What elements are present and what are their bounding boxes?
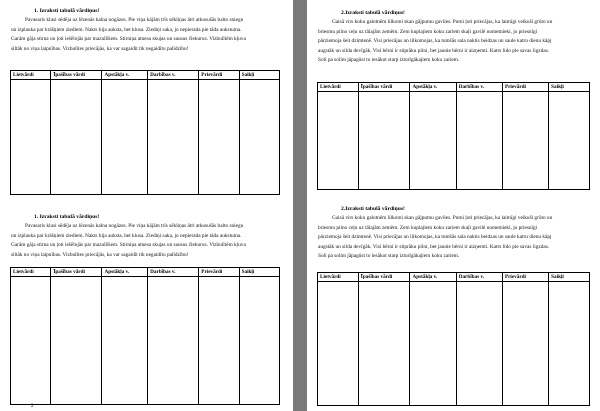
paragraph-line: augstāk un silda devīgāk. Visi bērni ir stiprāku pilni, bet jaunie bērni ir aizņemti. Katrs lido pie savas ligzdas.	[318, 47, 550, 54]
table-cell[interactable]	[148, 277, 199, 405]
table-cell[interactable]	[549, 92, 590, 190]
header-adverbs: Apstākļa v.	[410, 83, 456, 92]
word-table	[317, 82, 590, 190]
exercise-paragraph	[11, 222, 281, 260]
table-cell[interactable]	[456, 92, 502, 190]
paragraph-line: siltāk no viņa laipnības. Vizbulītes priecājās, ka var sagaidīt tik negaidītu palīdzību!	[11, 45, 189, 52]
table-cell[interactable]	[502, 92, 548, 190]
header-verbs: Darbības v.	[456, 273, 502, 282]
word-table	[10, 70, 280, 195]
paragraph-line: pārziemoja šeit dzimtenē. Visi priecājas un lilkomojas, ka tumšās sala naktis beidzas un saule katru dienu kāpj	[318, 234, 552, 241]
header-conjunctions: Saikļi	[549, 83, 590, 92]
table-cell[interactable]	[11, 80, 51, 195]
table-row	[318, 92, 590, 190]
table-header-row	[11, 71, 280, 80]
header-adjectives: Īpašības vārdi	[51, 268, 102, 277]
table-header-row	[11, 268, 280, 277]
paragraph-line: Garām gāja stirna un ļoti iešēlojās par mazulīšiem. Stirniņa atnesa skujas un sausus čiekurus. Vizbulītēm kļuva	[11, 242, 246, 249]
document-page-left	[0, 0, 293, 411]
table-cell[interactable]	[11, 277, 51, 405]
table-cell[interactable]	[318, 282, 359, 406]
table-cell[interactable]	[199, 277, 239, 405]
header-prepositions: Prievārdi	[502, 83, 548, 92]
header-verbs: Darbības v.	[148, 71, 199, 80]
header-adjectives: Īpašības vārdi	[51, 71, 102, 80]
table-cell[interactable]	[239, 80, 279, 195]
paragraph-line: un izplauka par krāšņiem ziediem. Nakts bija auksta, bet klusa. Ziediņi saka, jo nepierada pie tāda aukstuma.	[11, 26, 242, 33]
table-header-row	[318, 273, 590, 282]
table-cell[interactable]	[358, 92, 410, 190]
table-cell[interactable]	[410, 282, 456, 406]
paragraph-line: Pavasaris klusi sēdēja uz lēzenās kalna nogāzes. Pie viņa kājām trīs sēkliņas ātri atkusušās balto sniegu	[25, 223, 244, 229]
table-cell[interactable]	[51, 80, 102, 195]
header-conjunctions: Saikļi	[549, 273, 590, 282]
table-cell[interactable]	[410, 92, 456, 190]
paragraph-line: briesmu pilno ceļu uz tālajām zemēm. Zem kuplajiem koku zariem skaļi gavilē nometnieki, jo priesnīgi	[318, 28, 538, 35]
paragraph-line: briesmu pilno ceļu uz tālajām zemēm. Zem kuplajiem koku zariem skaļi gavilē nometnieki, jo priesnīgi	[318, 224, 538, 231]
exercise-paragraph	[11, 16, 281, 54]
header-adverbs: Apstākļa v.	[102, 268, 148, 277]
paragraph-line: Pavasaris klusi sēdēja uz lēzenās kalna nogāzes. Pie viņa kājām trīs sēkliņas ātri atkusušās balto sniegu	[25, 17, 244, 23]
header-adjectives: Īpašības vārdi	[358, 83, 410, 92]
header-prepositions: Prievārdi	[502, 273, 548, 282]
table-cell[interactable]	[199, 80, 239, 195]
table-row	[11, 80, 280, 195]
table-cell[interactable]	[318, 92, 359, 190]
exercise-paragraph	[318, 18, 591, 66]
paragraph-line: pārziemoja šeit dzimtenē. Visi priecājas un lilkomojas, ka tumšās sala naktis beidzas un saule katru dienu kāpj	[318, 38, 552, 45]
table-cell[interactable]	[456, 282, 502, 406]
document-page-right	[307, 0, 600, 411]
header-nouns: Lietvārdi	[11, 71, 51, 80]
paragraph-line: augstāk un silda devīgāk. Visi bērni ir stiprāku pilni, bet jaunie bērni ir aizņemti. Katrs lido pie savas ligzdas.	[318, 243, 550, 250]
table-cell[interactable]	[51, 277, 102, 405]
exercise-paragraph	[318, 214, 591, 262]
exercise-heading: 2.Izraksti tabulā vārdiņus!	[341, 206, 405, 212]
paragraph-line: Garām gāja stirna un ļoti iešēlojās par mazulīšiem. Stirniņa atnesa skujas un sausus čiekurus. Vizbulītēm kļuva	[11, 36, 246, 43]
table-cell[interactable]	[358, 282, 410, 406]
header-nouns: Lietvārdi	[318, 83, 359, 92]
header-adverbs: Apstākļa v.	[410, 273, 456, 282]
table-row	[318, 282, 590, 406]
word-table	[317, 272, 590, 406]
paragraph-line: siltāk no viņa laipnības. Vizbulītes priecājās, ka var sagaidīt tik negaidītu palīdzību!	[11, 251, 189, 258]
table-cell[interactable]	[148, 80, 199, 195]
exercise-heading: 2.Izraksti tabulā vārdiņus!	[341, 10, 405, 16]
header-verbs: Darbības v.	[148, 268, 199, 277]
paragraph-line: Soli pa solim jāpagūst to iesākot starp izturīgākajiem koku zariem.	[318, 253, 460, 260]
table-cell[interactable]	[102, 80, 148, 195]
paragraph-line: Gaisā virs koku galotnēm lilkomi skan gājputnu gaviles. Putni ļoti priecājas, ka laimīgi veikuši grūto un	[332, 215, 553, 221]
word-table	[10, 267, 280, 405]
header-nouns: Lietvārdi	[11, 268, 51, 277]
header-conjunctions: Saikļi	[239, 268, 279, 277]
header-adverbs: Apstākļa v.	[102, 71, 148, 80]
header-conjunctions: Saikļi	[239, 71, 279, 80]
exercise-heading: 1. Izraksti tabulā vārdiņus!	[34, 214, 100, 220]
page-number: 2	[31, 404, 34, 409]
table-row	[11, 277, 280, 405]
paragraph-line: un izplauka par krāšņiem ziediem. Nakts bija auksta, bet klusa. Ziediņi saka, jo nepierada pie tāda aukstuma.	[11, 232, 242, 239]
header-prepositions: Prievārdi	[199, 268, 239, 277]
header-verbs: Darbības v.	[456, 83, 502, 92]
paragraph-line: Gaisā virs koku galotnēm lilkomi skan gājputnu gaviles. Putni ļoti priecājas, ka laimīgi veikuši grūto un	[332, 19, 553, 25]
table-cell[interactable]	[549, 282, 590, 406]
paragraph-line: Soli pa solim jāpagūst to iesākot starp izturīgākajiem koku zariem.	[318, 57, 460, 64]
table-cell[interactable]	[239, 277, 279, 405]
header-nouns: Lietvārdi	[318, 273, 359, 282]
table-header-row	[318, 83, 590, 92]
table-cell[interactable]	[502, 282, 548, 406]
header-adjectives: Īpašības vārdi	[358, 273, 410, 282]
table-cell[interactable]	[102, 277, 148, 405]
header-prepositions: Prievārdi	[199, 71, 239, 80]
exercise-heading: 1. Izraksti tabulā vārdiņus!	[34, 8, 100, 14]
